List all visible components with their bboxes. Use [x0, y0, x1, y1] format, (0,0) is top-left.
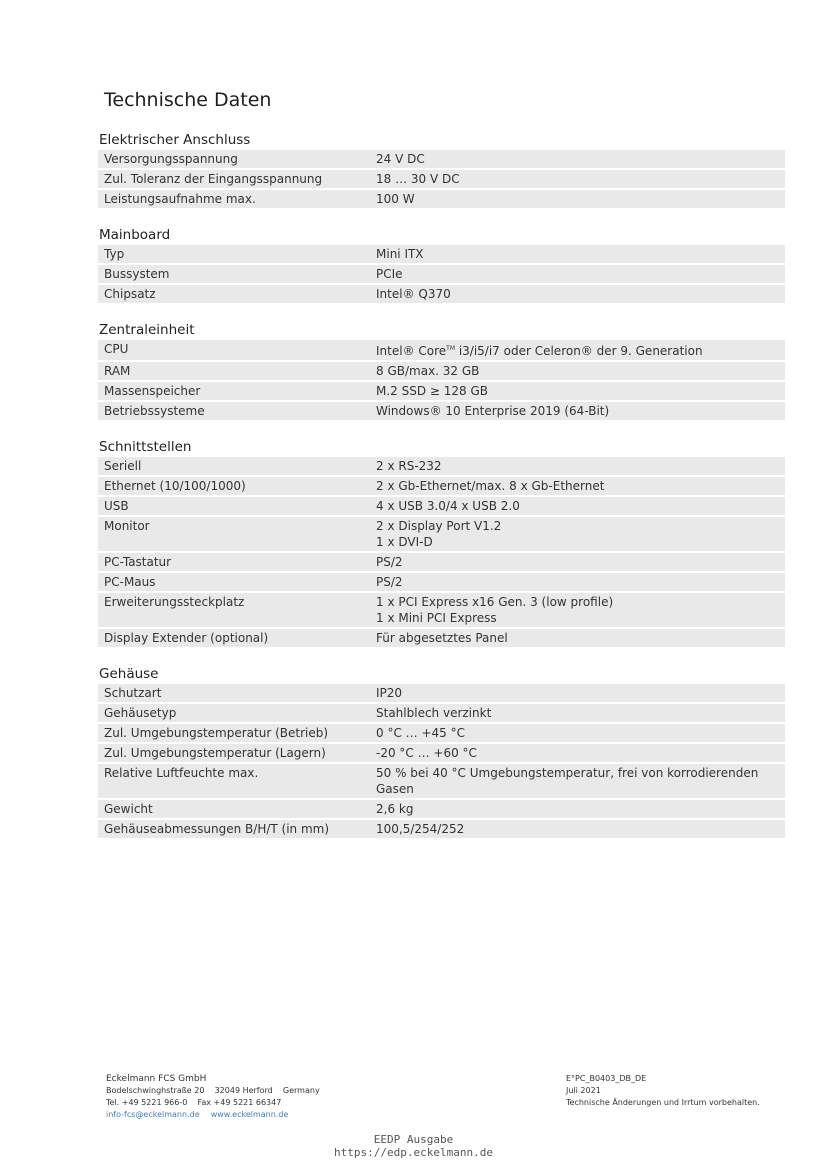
spec-row	[98, 170, 785, 188]
spec-row	[98, 593, 785, 627]
spec-label: Gewicht	[104, 802, 153, 816]
spec-section	[98, 665, 785, 838]
spec-label: CPU	[104, 342, 129, 356]
spec-row	[98, 340, 785, 360]
spec-value: Windows® 10 Enterprise 2019 (64-Bit)	[376, 404, 610, 418]
spec-value: 1 x PCI Express x16 Gen. 3 (low profile) 1 x Mini PCI Express	[376, 595, 614, 625]
website-link[interactable]: www.eckelmann.de	[210, 1110, 289, 1119]
spec-label: RAM	[104, 364, 131, 378]
spec-label: Monitor	[104, 519, 150, 533]
spec-value-part: Intel® Core	[376, 344, 447, 358]
spec-row	[98, 704, 785, 722]
spec-row	[98, 724, 785, 742]
spec-value: Mini ITX	[376, 247, 424, 261]
spec-row	[98, 553, 785, 571]
spec-label: PC-Tastatur	[104, 555, 172, 569]
edition-label: EEDP Ausgabe	[373, 1133, 454, 1146]
spec-row	[98, 517, 785, 551]
spec-value: 100,5/254/252	[376, 822, 465, 836]
spec-value: 4 x USB 3.0/4 x USB 2.0	[376, 499, 520, 513]
spec-label: Versorgungsspannung	[104, 152, 238, 166]
section-title: Mainboard	[99, 227, 171, 243]
spec-row	[98, 190, 785, 208]
spec-row	[98, 629, 785, 647]
spec-row	[98, 744, 785, 762]
spec-row	[98, 245, 785, 263]
spec-label: Zul. Umgebungstemperatur (Lagern)	[104, 746, 326, 760]
spec-label: Relative Luftfeuchte max.	[104, 766, 259, 780]
spec-row	[98, 150, 785, 168]
spec-value: 2,6 kg	[376, 802, 414, 816]
spec-section	[98, 321, 785, 420]
spec-value: Für abgesetztes Panel	[376, 631, 508, 645]
spec-value: PS/2	[376, 555, 403, 569]
footer-company-block	[106, 1073, 320, 1121]
spec-value: -20 °C … +60 °C	[376, 746, 477, 760]
spec-row	[98, 477, 785, 495]
spec-section	[98, 226, 785, 303]
section-title: Elektrischer Anschluss	[99, 132, 251, 148]
spec-label: Massenspeicher	[104, 384, 201, 398]
spec-label: Bussystem	[104, 267, 170, 281]
footer-doc-block	[566, 1073, 760, 1109]
spec-label: Typ	[104, 247, 125, 261]
spec-row	[98, 362, 785, 380]
spec-label: Schutzart	[104, 686, 162, 700]
edition-url[interactable]: https://edp.eckelmann.de	[334, 1146, 493, 1159]
spec-value: IP20	[376, 686, 403, 700]
spec-section	[98, 438, 785, 647]
spec-row	[98, 457, 785, 475]
spec-value: 24 V DC	[376, 152, 425, 166]
document-date: Juli 2021	[566, 1086, 601, 1095]
spec-label: Zul. Umgebungstemperatur (Betrieb)	[104, 726, 329, 740]
spec-label: Gehäuseabmessungen B/H/T (in mm)	[104, 822, 330, 836]
spec-value: 18 … 30 V DC	[376, 172, 460, 186]
spec-value: Intel® Q370	[376, 287, 451, 301]
spec-value: M.2 SSD ≥ 128 GB	[376, 384, 489, 398]
spec-sections	[98, 131, 785, 856]
spec-row	[98, 382, 785, 400]
spec-label: Leistungsaufnahme max.	[104, 192, 256, 206]
document-id: E°PC_B0403_DB_DE	[566, 1074, 647, 1083]
section-title: Zentraleinheit	[99, 322, 195, 338]
spec-label: Ethernet (10/100/1000)	[104, 479, 246, 493]
spec-label: Seriell	[104, 459, 142, 473]
spec-value: 8 GB/max. 32 GB	[376, 364, 480, 378]
spec-row	[98, 265, 785, 283]
spec-label: Zul. Toleranz der Eingangsspannung	[104, 172, 323, 186]
spec-value-part: i3/i5/i7 oder Celeron® der 9. Generation	[455, 344, 703, 358]
spec-label: PC-Maus	[104, 575, 156, 589]
spec-value: 2 x Display Port V1.2 1 x DVI-D	[376, 519, 502, 549]
spec-value: 2 x RS-232	[376, 459, 442, 473]
email-link[interactable]: info-fcs@eckelmann.de	[106, 1110, 200, 1119]
company-phone: Tel. +49 5221 966-0 Fax +49 5221 66347	[106, 1098, 282, 1107]
spec-row	[98, 402, 785, 420]
spec-value: Stahlblech verzinkt	[376, 706, 492, 720]
spec-label: Display Extender (optional)	[104, 631, 269, 645]
company-address: Bodelschwinghstraße 20 32049 Herford Germany	[106, 1086, 320, 1095]
spec-value: PCIe	[376, 267, 403, 281]
spec-row	[98, 684, 785, 702]
spec-row	[98, 285, 785, 303]
spec-row	[98, 764, 785, 798]
spec-value: 2 x Gb-Ethernet/max. 8 x Gb-Ethernet	[376, 479, 605, 493]
section-title: Schnittstellen	[99, 439, 192, 455]
spec-label: USB	[104, 499, 129, 513]
trademark-superscript: TM	[446, 345, 455, 352]
company-name: Eckelmann FCS GmbH	[106, 1074, 207, 1084]
spec-row	[98, 820, 785, 838]
spec-row	[98, 497, 785, 515]
spec-label: Gehäusetyp	[104, 706, 177, 720]
spec-label: Betriebssysteme	[104, 404, 205, 418]
spec-value: 100 W	[376, 192, 415, 206]
spec-section	[98, 131, 785, 208]
spec-row	[98, 573, 785, 591]
spec-label: Chipsatz	[104, 287, 156, 301]
spec-row	[98, 800, 785, 818]
page-title: Technische Daten	[104, 89, 272, 111]
disclaimer: Technische Änderungen und Irrtum vorbehalten.	[566, 1098, 760, 1107]
spec-value: 50 % bei 40 °C Umgebungstemperatur, frei von korrodierenden Gasen	[376, 766, 759, 796]
spec-value: 0 °C … +45 °C	[376, 726, 465, 740]
section-title: Gehäuse	[99, 666, 159, 682]
spec-value: PS/2	[376, 575, 403, 589]
spec-value	[376, 340, 785, 360]
spec-label: Erweiterungssteckplatz	[104, 595, 245, 609]
